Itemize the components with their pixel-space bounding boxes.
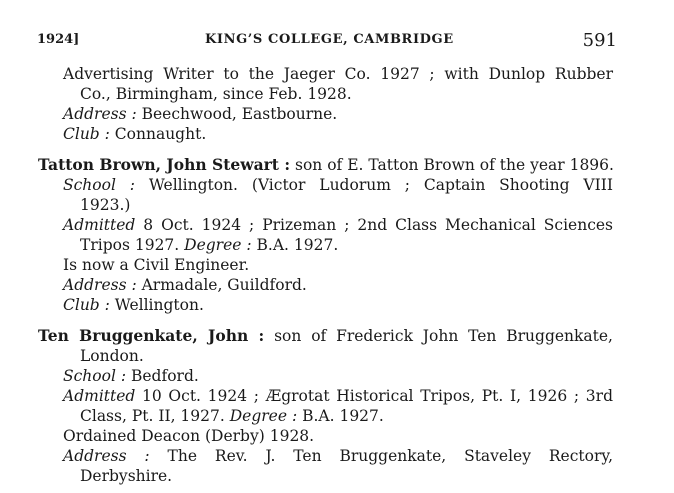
tatton-entry-heading (38, 155, 613, 175)
degree-value: B.A. 1927. (251, 236, 339, 254)
address-label: Address : (63, 447, 150, 465)
entry-parentage: son of Frederick John Ten Bruggenkate, (264, 327, 613, 345)
club-value: Wellington. (109, 296, 204, 314)
entry-name: Ten Bruggenkate, John : (38, 326, 265, 345)
school-label: School : (63, 367, 127, 385)
admitted-value: 10 Oct. 1924 ; Ægrotat Historical Tripos, Pt. I, 1926 ; 3rd (135, 387, 613, 405)
address-label: Address : (63, 105, 137, 123)
page-number: 591 (582, 30, 617, 51)
address-value: Beechwood, Eastbourne. (136, 105, 338, 123)
school-label: School : (63, 176, 135, 194)
ten-admitted (63, 386, 613, 406)
club-label: Club : (63, 125, 110, 143)
address-value: The Rev. J. Ten Bruggenkate, Staveley Rectory, (149, 447, 613, 465)
entry-name: Tatton Brown, John Stewart : (38, 155, 291, 174)
tatton-occupation: Is now a Civil Engineer. (63, 256, 250, 274)
entry-parentage: son of E. Tatton Brown of the year 1896. (290, 156, 614, 174)
address-label: Address : (63, 276, 137, 294)
school-value: Wellington. (Victor Ludorum ; Captain Shooting VIII (135, 176, 613, 194)
prev-entry-club (63, 124, 206, 144)
admitted-label: Admitted (63, 216, 136, 234)
ten-address-cont: Derbyshire. (80, 467, 173, 485)
address-value: Armadale, Guildford. (136, 276, 307, 294)
running-title: KING’S COLLEGE, CAMBRIDGE (205, 32, 454, 47)
prev-entry-occupation-cont: Co., Birmingham, since Feb. 1928. (80, 85, 352, 103)
degree-label: Degree : (184, 236, 252, 254)
club-value: Connaught. (109, 125, 207, 143)
club-label: Club : (63, 296, 110, 314)
tatton-school-cont: 1923.) (80, 196, 131, 214)
ten-parentage-cont: London. (80, 347, 144, 365)
ten-admitted-cont (80, 406, 384, 426)
ten-entry-heading (38, 326, 613, 346)
year-marker: 1924] (37, 32, 80, 47)
admitted-value: 8 Oct. 1924 ; Prizeman ; 2nd Class Mechanical Sciences (135, 216, 613, 234)
tatton-club (63, 295, 204, 315)
ten-school (63, 366, 199, 386)
prev-entry-occupation-line: Advertising Writer to the Jaeger Co. 1927 ; with Dunlop Rubber (63, 65, 613, 83)
admitted-cont: Class, Pt. II, 1927. (80, 407, 230, 425)
tatton-school (63, 175, 613, 195)
tatton-admitted (63, 215, 613, 235)
school-value: Bedford. (126, 367, 199, 385)
tatton-address (63, 275, 307, 295)
admitted-label: Admitted (63, 387, 136, 405)
degree-value: B.A. 1927. (297, 407, 384, 425)
tatton-admitted-cont (80, 235, 338, 255)
running-header (0, 30, 674, 54)
admitted-cont: Tripos 1927. (80, 236, 185, 254)
ten-address (63, 446, 613, 466)
ten-ordained: Ordained Deacon (Derby) 1928. (63, 427, 315, 445)
degree-label: Degree : (229, 407, 298, 425)
prev-entry-address (63, 104, 337, 124)
